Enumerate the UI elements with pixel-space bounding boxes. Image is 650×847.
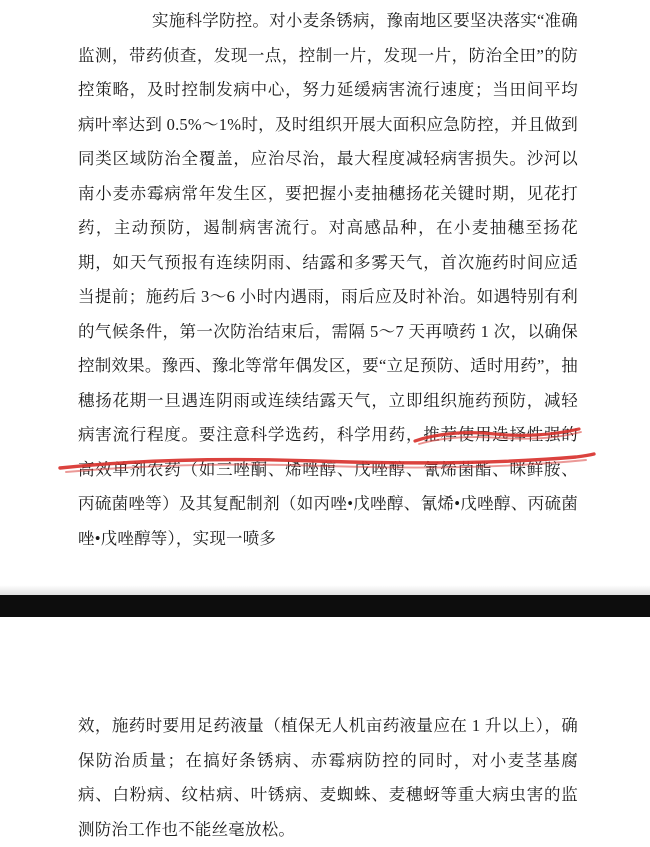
paragraph: 实施科学防控。对小麦条锈病，豫南地区要坚决落实“准确监测，带药侦查，发现一点，控制一片，发现一片，防治全田”的防控策略，及时控制发病中心，努力延缓病害流行速度；当田间平均病叶率达到 0.5%～1%时，及时组织开展大面积应急防控，并且做到同类区域防治全覆盖，应治尽治，最大程度减轻病害损失。沙河以南小麦赤霉病常年发生区，要把握小麦抽穗扬花关键时期，见花打药，主动预防，遏制病害流行。对高感品种，在小麦抽穗至扬花期，如天气预报有连续阴雨、结露和多雾天气，首次施药时间应适当提前；施药后 3～6 小时内遇雨，雨后应及时补治。如遇特别有利的气候条件，第一次防治结束后，需隔 5～7 天再喷药 1 次，以确保控制效果。豫西、豫北等常年偶发区，要“立足预防、适时用药”，抽穗扬花期一旦遇连阴雨或连续结露天气，立即组织施药预防，减轻病害流行程度。要注意科学选药，科学用药，推荐使用选择性强的高效单剂农药（如三唑酮、烯唑醇、戊唑醇、氰烯菌酯、咪鲜胺、丙硫菌唑等）及其复配制剂（如丙唑•戊唑醇、氰烯•戊唑醇、丙硫菌唑•戊唑醇等），实现一喷多 xyxy=(78,11,578,548)
paragraph: 效，施药时要用足药液量（植保无人机亩药液量应在 1 升以上），确保防治质量；在搞好条锈病、赤霉病防控的同时，对小麦茎基腐病、白粉病、纹枯病、叶锈病、麦蜘蛛、麦穗蚜等重大病虫害的监测防治工作也不能丝毫放松。 xyxy=(78,716,578,839)
page-bottom-shading xyxy=(0,585,650,595)
page-section-bottom xyxy=(0,617,650,843)
body-text-bottom xyxy=(78,709,578,847)
body-text-top xyxy=(78,4,578,556)
page-separator-bar xyxy=(0,595,650,617)
